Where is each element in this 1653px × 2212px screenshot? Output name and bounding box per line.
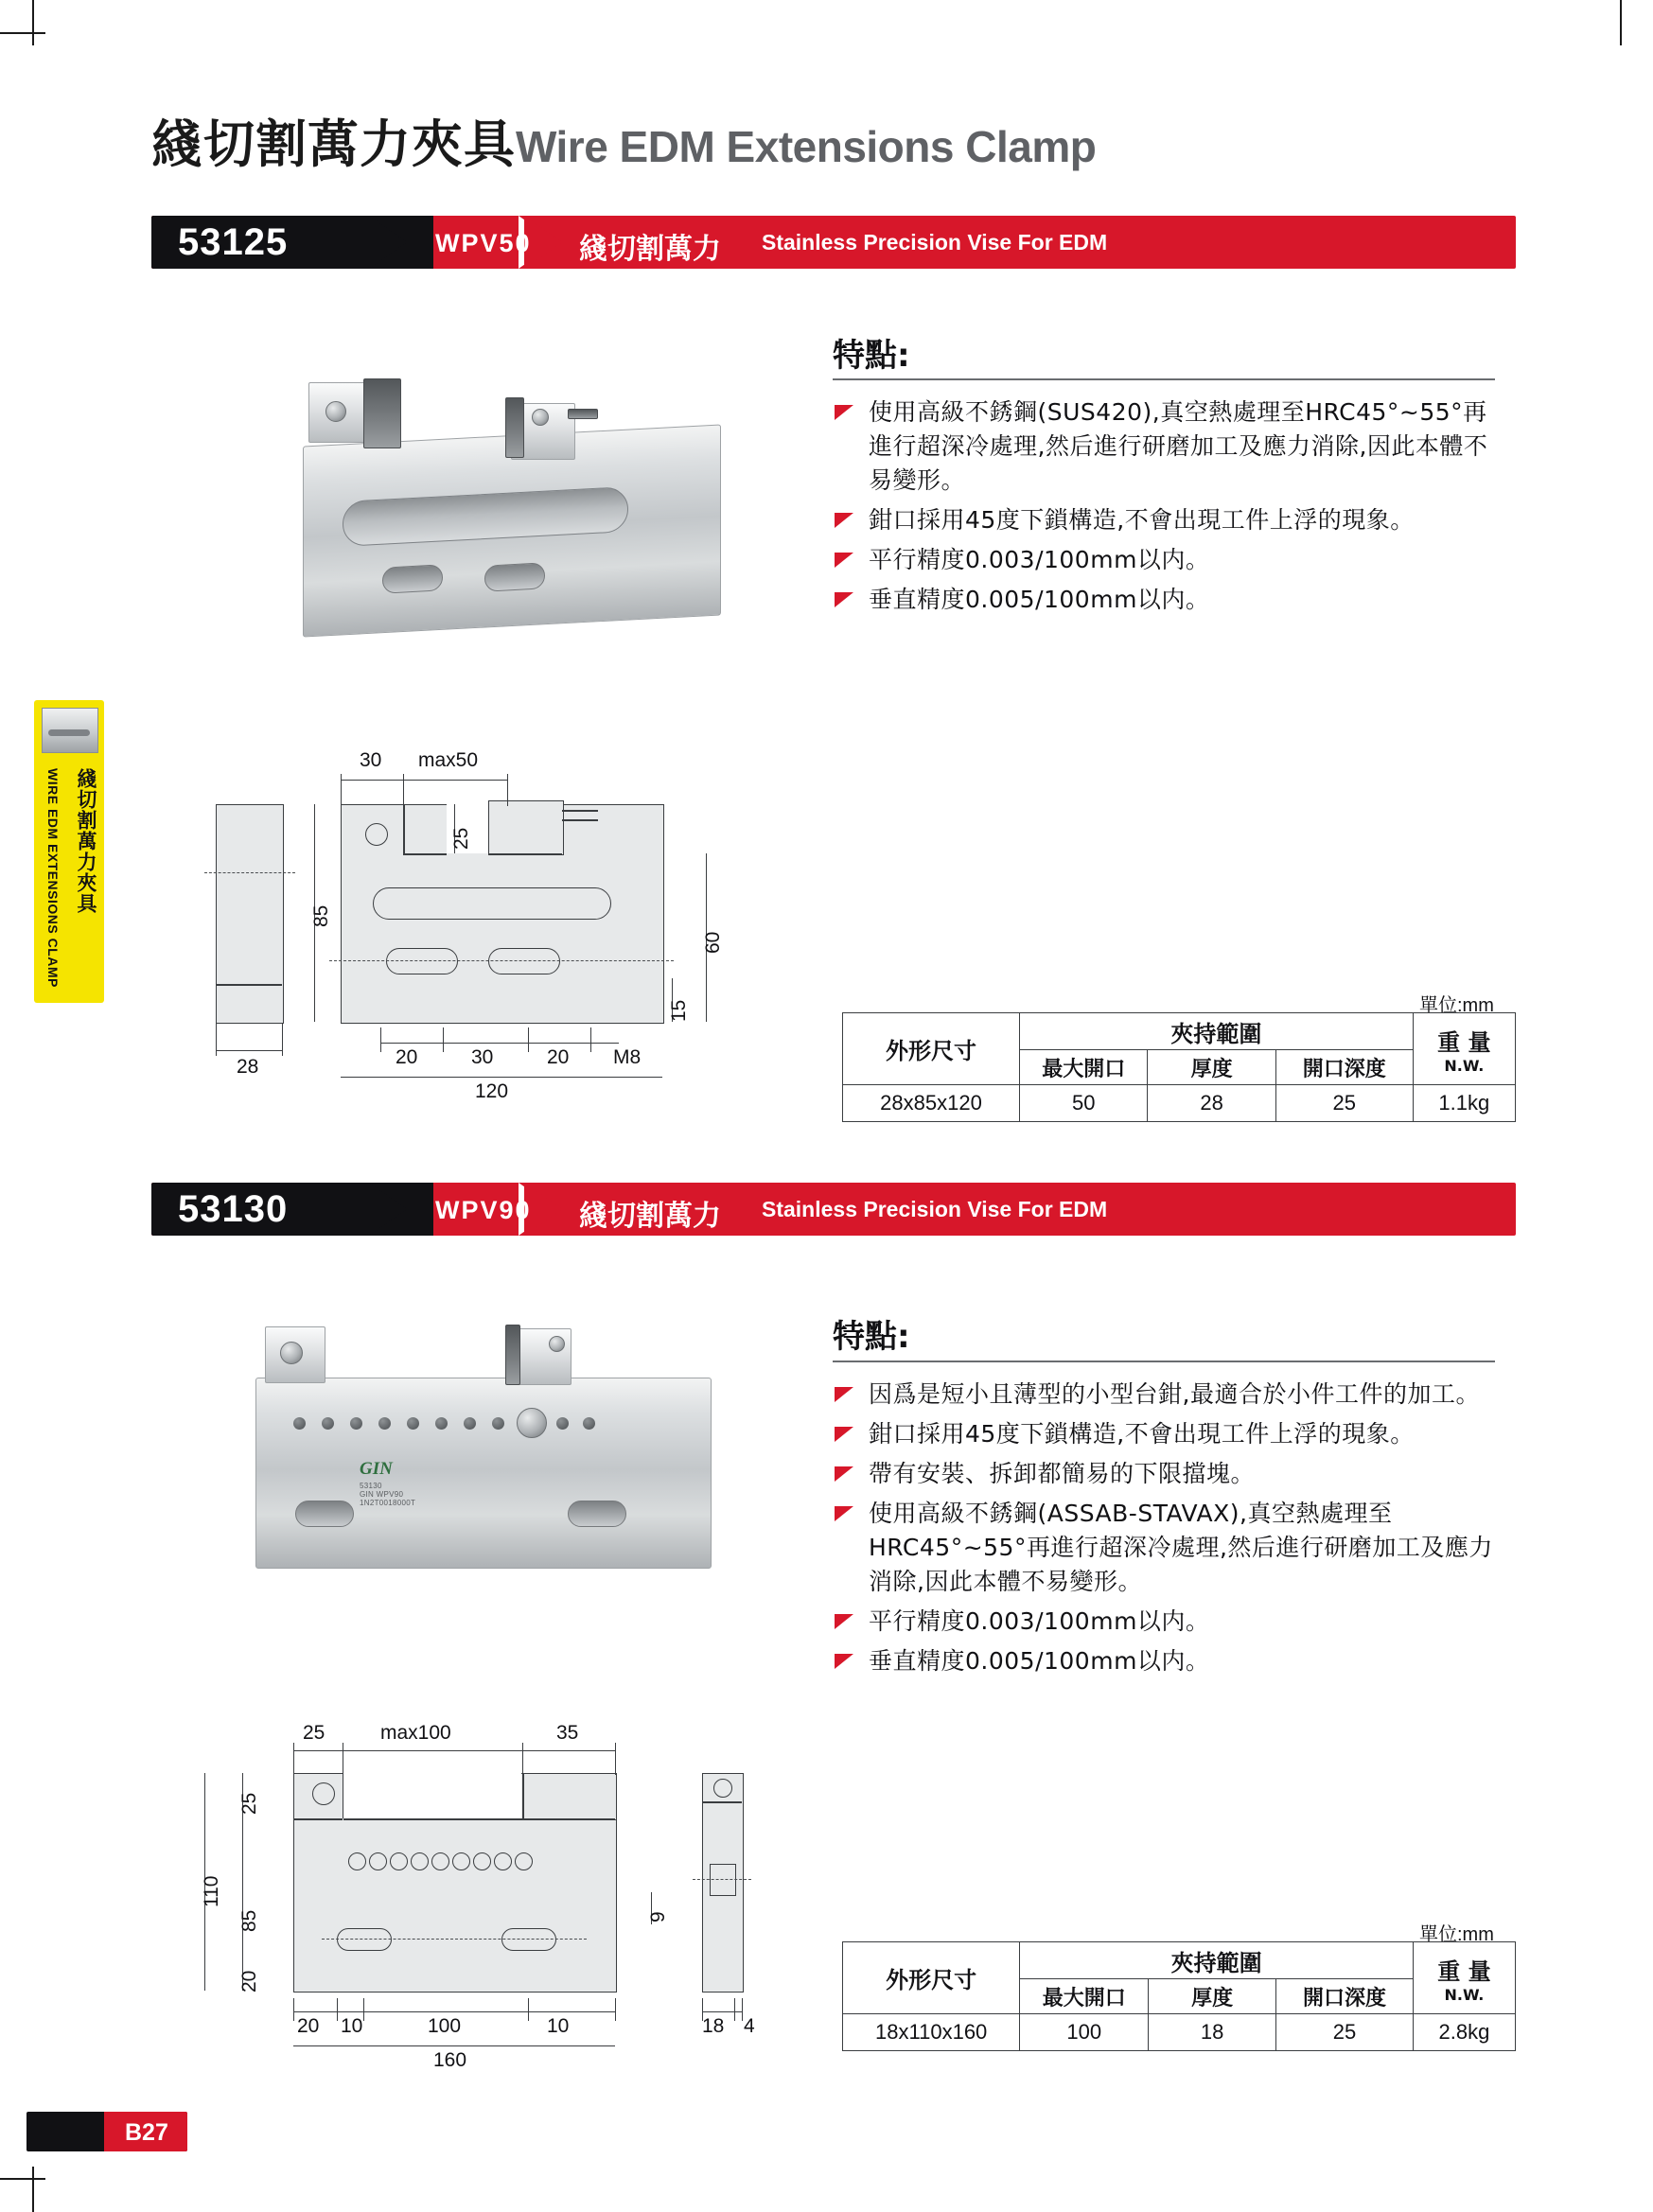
- product-name-en: Stainless Precision Vise For EDM: [762, 230, 1108, 255]
- th-weight: [1413, 1942, 1515, 2014]
- drawing-pin-hole: [348, 1852, 366, 1870]
- vise-pin-hole: [556, 1417, 569, 1430]
- drawing-side-step: [216, 984, 282, 986]
- features-title-53130: 特點:: [833, 1318, 910, 1356]
- dim-label-20-bottom: 20: [297, 2015, 320, 2037]
- drawing-pin-hole: [473, 1852, 491, 1870]
- banner-chevron-black: [369, 216, 407, 269]
- dim-label-25-top: 25: [303, 1722, 325, 1744]
- dim-tick-b4: [528, 1998, 529, 2021]
- feature-text: 使用高級不銹鋼(ASSAB-STAVAX),真空熱處理至HRC45°~55°再進行超深冷處理,然后進行研磨加工及應力消除,因此本體不易變形。: [869, 1500, 1493, 1595]
- features-list-53125: [833, 395, 1495, 623]
- drawing-pin-hole: [369, 1852, 387, 1870]
- product-photo-53130: [237, 1296, 766, 1637]
- vise-jaw-screw: [325, 401, 346, 422]
- spec-table-53130: [842, 1941, 1516, 2051]
- drawing-centerline: [204, 872, 295, 873]
- drawing-side-notch: [710, 1864, 736, 1896]
- td-opening-depth: 25: [1275, 1085, 1413, 1122]
- drawing-movable-jaw: [522, 1773, 617, 1820]
- dim-label-10a: 10: [341, 2015, 363, 2037]
- brand-logo: GIN: [360, 1459, 393, 1479]
- feature-text: 鉗口採用45度下鎖構造,不會出現工件上浮的現象。: [869, 1420, 1415, 1448]
- crop-mark-top-left-h: [0, 32, 45, 34]
- dim-tick-b2: [443, 1027, 444, 1052]
- dim-tick-b1: [380, 1027, 381, 1052]
- dim-tick-b2: [337, 1998, 338, 2021]
- drawing-pin-hole: [494, 1852, 512, 1870]
- drawing-mount-hole: [337, 1928, 392, 1951]
- feature-text: 平行精度0.003/100mm以内。: [869, 546, 1210, 573]
- features-rule-53125: [833, 378, 1495, 380]
- dim-label-30b: 30: [471, 1046, 494, 1068]
- drawing-jaw-bolt: [312, 1782, 335, 1805]
- feature-item: [833, 1644, 1495, 1678]
- drawing-jaw-top: [293, 1818, 343, 1820]
- feature-item: [833, 1497, 1495, 1599]
- crop-mark-top-left: [32, 0, 34, 45]
- technical-drawing-53125: [170, 747, 852, 1116]
- dim-line-18: [702, 2011, 742, 2012]
- feature-item: [833, 1378, 1495, 1412]
- dim-line-max50: [403, 780, 507, 781]
- bullet-arrow-icon: [835, 1614, 853, 1629]
- dim-label-25: 25: [450, 827, 472, 850]
- dim-ext-max50: [507, 774, 508, 806]
- dim-label-160: 160: [433, 2049, 467, 2071]
- drawing-front-centerline: [322, 1939, 587, 1940]
- td-max-opening: 50: [1020, 1085, 1148, 1122]
- dim-label-20a: 20: [396, 1046, 418, 1068]
- dim-line-120: [341, 1077, 662, 1078]
- product-banner-53130: [151, 1183, 1516, 1236]
- th-weight-cn: 重 量: [1437, 1028, 1491, 1056]
- table-row: [843, 1085, 1516, 1122]
- th-weight-en: N.W.: [1444, 1056, 1485, 1075]
- drawing-movable-jaw: [488, 800, 564, 855]
- dim-line-160: [293, 2045, 615, 2046]
- side-tab: [34, 700, 104, 1003]
- feature-item: [833, 543, 1495, 577]
- dim-label-120: 120: [475, 1080, 509, 1102]
- feature-item: [833, 1457, 1495, 1491]
- th-dimension: 外形尺寸: [843, 1942, 1020, 2014]
- dim-ext-28-left: [216, 1024, 217, 1056]
- feature-text: 垂直精度0.005/100mm以内。: [869, 1647, 1210, 1675]
- td-opening-depth: 25: [1276, 2014, 1414, 2051]
- drawing-side-bolt: [713, 1779, 732, 1798]
- spec-table-53125: [842, 1012, 1516, 1122]
- product-code: 53130: [178, 1188, 289, 1230]
- drawing-jaw-top: [403, 853, 447, 855]
- product-banner-53125: [151, 216, 1516, 269]
- bullet-arrow-icon: [835, 553, 853, 568]
- dim-tick-t3: [522, 1743, 523, 1775]
- drawing-screw-shaft-1: [562, 810, 598, 812]
- dim-ext-30a: [341, 774, 342, 806]
- dim-label-max50: max50: [418, 749, 479, 771]
- brand-sub-line3: 1N2T0018000T: [360, 1499, 416, 1507]
- dim-label-4: 4: [744, 2015, 755, 2037]
- vise-movable-jaw-face: [505, 1325, 520, 1385]
- dim-ext-28-right: [282, 1024, 283, 1056]
- feature-text: 因爲是短小且薄型的小型台鉗,最適合於小件工件的加工。: [869, 1380, 1480, 1408]
- drawing-front-centerline: [329, 960, 674, 961]
- dim-label-9: 9: [647, 1911, 669, 1922]
- drawing-open-gap: [343, 1773, 521, 1818]
- crop-mark-bottom-left: [32, 2167, 34, 2212]
- drawing-mount-hole: [501, 1928, 556, 1951]
- bullet-arrow-icon: [835, 513, 853, 528]
- drawing-pin-hole: [515, 1852, 533, 1870]
- feature-text: 平行精度0.003/100mm以内。: [869, 1607, 1210, 1635]
- crop-mark-top-right: [1620, 0, 1622, 45]
- vise-pin-hole: [435, 1417, 448, 1430]
- dim-label-18: 18: [702, 2015, 725, 2037]
- drawing-jaw-edge: [403, 804, 405, 853]
- unit-note-53130: 單位:mm: [1419, 1924, 1494, 1945]
- vise-pin-hole: [492, 1417, 504, 1430]
- dim-label-max100: max100: [380, 1722, 451, 1744]
- bullet-arrow-icon: [835, 1654, 853, 1669]
- dim-tick-b3: [363, 1998, 364, 2021]
- th-opening-depth: 開口深度: [1275, 1050, 1413, 1085]
- product-name-cn: 綫切割萬力: [579, 1200, 721, 1233]
- dim-label-m8: M8: [613, 1046, 642, 1068]
- vise-movable-jaw-face: [505, 397, 524, 458]
- drawing-jaw-under: [488, 853, 562, 855]
- vise-icon: [42, 708, 98, 753]
- product-name-cn: 綫切割萬力: [579, 233, 721, 266]
- td-weight: 2.8kg: [1413, 2014, 1515, 2051]
- drawing-pin-hole: [390, 1852, 408, 1870]
- drawing-mount-hole: [386, 948, 458, 974]
- drawing-pin-hole: [411, 1852, 429, 1870]
- vise-pin-hole: [378, 1417, 391, 1430]
- th-clamp-range: 夾持範圍: [1020, 1013, 1414, 1050]
- drawing-side-centerline: [693, 1879, 751, 1880]
- feature-text: 鉗口採用45度下鎖構造,不會出現工件上浮的現象。: [869, 506, 1415, 534]
- page-title: [151, 104, 1096, 177]
- dim-label-30: 30: [360, 749, 382, 771]
- vise-pin-hole: [350, 1417, 362, 1430]
- th-weight-cn: 重 量: [1437, 1957, 1491, 1985]
- td-dimension: 18x110x160: [843, 2014, 1020, 2051]
- page-title-en: Wire EDM Extensions Clamp: [516, 122, 1097, 171]
- dim-label-20-left: 20: [238, 1970, 260, 1993]
- bullet-arrow-icon: [835, 1466, 853, 1482]
- td-dimension: 28x85x120: [843, 1085, 1020, 1122]
- vise-pin-hole: [322, 1417, 334, 1430]
- bullet-arrow-icon: [835, 405, 853, 420]
- dim-tick-s3: [742, 1998, 743, 2021]
- dim-label-85-left: 85: [238, 1909, 260, 1932]
- page-title-cn: 綫切割萬力夾具: [151, 114, 516, 174]
- td-thickness: 18: [1149, 2014, 1276, 2051]
- vise-clamp-screw: [532, 409, 549, 426]
- dim-tick-t1: [293, 1743, 294, 1775]
- side-tab-label-cn: 綫切割萬力夾具: [75, 768, 97, 914]
- side-tab-label-en: WIRE EDM EXTENSIONS CLAMP: [45, 768, 61, 988]
- drawing-movable-jaw-bottom: [522, 1818, 615, 1820]
- product-name-en: Stainless Precision Vise For EDM: [762, 1197, 1108, 1221]
- features-rule-53130: [833, 1361, 1495, 1362]
- th-thickness: 厚度: [1149, 1979, 1276, 2014]
- feature-item: [833, 1417, 1495, 1451]
- th-weight: [1413, 1013, 1515, 1085]
- th-thickness: 厚度: [1148, 1050, 1275, 1085]
- product-code: 53125: [178, 221, 289, 263]
- vise-pin-hole: [583, 1417, 595, 1430]
- bullet-arrow-icon: [835, 1387, 853, 1402]
- dim-line-bottom-row: [293, 2011, 615, 2012]
- drawing-pin-hole: [452, 1852, 470, 1870]
- table-header-row: [843, 1942, 1516, 1979]
- banner-chevron-black: [369, 1183, 407, 1236]
- feature-item: [833, 1605, 1495, 1639]
- dim-line-28: [216, 1050, 282, 1051]
- table-row: [843, 2014, 1516, 2051]
- dim-label-35: 35: [556, 1722, 579, 1744]
- drawing-screw-shaft-2: [562, 819, 598, 821]
- unit-note-53125: 單位:mm: [1419, 995, 1494, 1016]
- dim-line-30: [341, 780, 403, 781]
- features-list-53130: [833, 1378, 1495, 1684]
- drawing-center-slot: [373, 887, 611, 920]
- features-title-53125: 特點:: [833, 337, 910, 375]
- drawing-movable-jaw-edge: [522, 1773, 524, 1818]
- table-header-row: [843, 1013, 1516, 1050]
- page-number: B27: [125, 2119, 168, 2146]
- td-max-opening: 100: [1020, 2014, 1149, 2051]
- vise-pin-hole: [293, 1417, 306, 1430]
- drawing-side-view: [216, 804, 284, 1024]
- vise-main-body: [255, 1378, 712, 1569]
- dim-tick-b5: [615, 1998, 616, 2021]
- drawing-side-top-inner: [702, 1801, 742, 1803]
- drawing-jaw-bolt: [365, 823, 388, 846]
- th-max-opening: 最大開口: [1020, 1979, 1149, 2014]
- vise-mount-hole: [295, 1501, 354, 1527]
- feature-text: 帶有安裝、拆卸都簡易的下限擋塊。: [869, 1460, 1256, 1487]
- bullet-arrow-icon: [835, 1506, 853, 1521]
- drawing-mount-hole: [488, 948, 560, 974]
- dim-tick-b1: [293, 1998, 294, 2021]
- bullet-arrow-icon: [835, 1427, 853, 1442]
- dim-label-100: 100: [428, 2015, 462, 2037]
- td-thickness: 28: [1148, 1085, 1275, 1122]
- product-model: WPV50: [435, 229, 532, 257]
- th-weight-en: N.W.: [1444, 1985, 1485, 2004]
- dim-tick-b4: [590, 1027, 591, 1052]
- product-model: WPV90: [435, 1196, 532, 1224]
- dim-line-25: [293, 1750, 343, 1751]
- vise-mount-hole: [382, 564, 443, 593]
- crop-mark-bottom-left-h: [0, 2178, 45, 2180]
- vise-jaw-face: [363, 378, 401, 448]
- dim-line-bottom-row: [380, 1043, 619, 1044]
- dim-label-15: 15: [668, 999, 690, 1022]
- dim-line-35: [522, 1750, 615, 1751]
- vise-mount-hole: [568, 1501, 626, 1527]
- dim-line-max100: [343, 1750, 522, 1751]
- bullet-arrow-icon: [835, 592, 853, 607]
- brand-sub-line1: 53130: [360, 1482, 382, 1490]
- feature-item: [833, 503, 1495, 537]
- dim-label-60: 60: [702, 931, 724, 954]
- technical-drawing-53130: [170, 1722, 852, 2081]
- vise-pin-hole: [464, 1417, 476, 1430]
- feature-text: 使用高級不銹鋼(SUS420),真空熱處理至HRC45°~55°再進行超深冷處理,然后進行研磨加工及應力消除,因此本體不易變形。: [869, 398, 1488, 494]
- drawing-gap-base: [343, 1818, 523, 1820]
- dim-label-110: 110: [201, 1875, 222, 1907]
- brand-sub-line2: GIN WPV90: [360, 1490, 404, 1499]
- feature-item: [833, 583, 1495, 617]
- product-photo-53125: [284, 350, 776, 691]
- feature-item: [833, 395, 1495, 498]
- dim-label-20b: 20: [547, 1046, 570, 1068]
- th-opening-depth: 開口深度: [1276, 1979, 1414, 2014]
- dim-label-85: 85: [310, 904, 332, 927]
- vise-jaw-screw: [280, 1342, 303, 1364]
- vise-screw-shaft: [568, 409, 598, 419]
- vise-mount-hole: [484, 562, 545, 591]
- th-dimension: 外形尺寸: [843, 1013, 1020, 1085]
- td-weight: 1.1kg: [1413, 1085, 1515, 1122]
- th-max-opening: 最大開口: [1020, 1050, 1148, 1085]
- dim-tick-s2: [734, 1998, 735, 2021]
- vise-clamp-screw: [549, 1336, 565, 1352]
- vise-center-boss: [517, 1408, 547, 1438]
- drawing-pin-hole: [431, 1852, 449, 1870]
- dim-tick-t4: [615, 1743, 616, 1775]
- th-clamp-range: 夾持範圍: [1020, 1942, 1413, 1979]
- feature-text: 垂直精度0.005/100mm以内。: [869, 586, 1210, 613]
- dim-tick-b3: [528, 1027, 529, 1052]
- vise-pin-hole: [407, 1417, 419, 1430]
- dim-label-28: 28: [237, 1056, 259, 1078]
- dim-label-25-left: 25: [238, 1792, 260, 1815]
- dim-label-10b: 10: [547, 2015, 570, 2037]
